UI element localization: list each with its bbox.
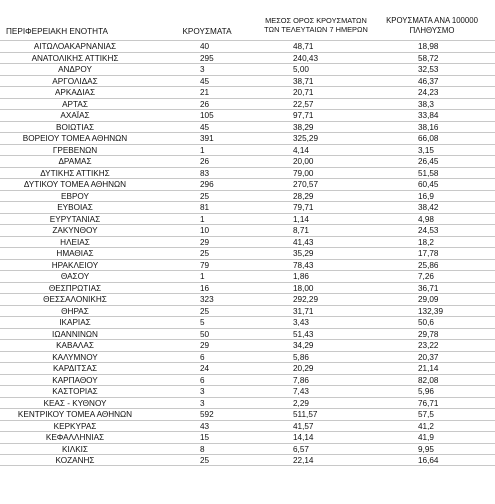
cases-value: 79 <box>200 260 210 270</box>
cases-value: 1 <box>200 214 205 224</box>
region-name: ΚΑΣΤΟΡΙΑΣ <box>52 387 98 396</box>
seven-day-average-value: 4,14 <box>293 145 309 155</box>
cases-value: 45 <box>200 122 210 132</box>
region-name: ΕΒΡΟΥ <box>61 191 89 201</box>
cases-value: 1 <box>200 272 205 281</box>
seven-day-average-value: 5,86 <box>293 352 309 362</box>
region-name: ΖΑΚΥΝΘΟΥ <box>52 226 98 235</box>
table-row <box>0 282 495 294</box>
table-row <box>0 155 495 167</box>
cases-value: 6 <box>200 352 205 362</box>
cases-per-100000-value: 36,71 <box>418 283 439 293</box>
table-row <box>0 351 495 363</box>
cases-per-100000-value: 76,71 <box>418 398 439 408</box>
region-name: ΚΕΦΑΛΛΗΝΙΑΣ <box>45 433 105 442</box>
seven-day-average-value: 28,29 <box>293 191 314 201</box>
seven-day-average-value: 270,57 <box>293 180 319 189</box>
region-name: ΙΚΑΡΙΑΣ <box>59 318 91 327</box>
cases-per-100000-value: 60,45 <box>418 180 439 189</box>
region-name: ΗΡΑΚΛΕΙΟΥ <box>51 260 99 270</box>
seven-day-average-value: 31,71 <box>293 306 314 316</box>
cases-per-100000-value: 16,9 <box>418 191 434 201</box>
cases-per-100000-value: 38,42 <box>418 203 439 212</box>
table-row <box>0 98 495 110</box>
table-row <box>0 213 495 225</box>
cases-per-100000-value: 57,5 <box>418 410 434 419</box>
seven-day-average-value: 79,00 <box>293 168 314 178</box>
seven-day-average-value: 5,00 <box>293 65 309 74</box>
region-name: ΗΛΕΙΑΣ <box>60 237 90 247</box>
cases-value: 5 <box>200 318 205 327</box>
seven-day-average-value: 78,43 <box>293 260 314 270</box>
cases-value: 25 <box>200 191 210 201</box>
cases-per-100000-value: 38,3 <box>418 99 434 109</box>
cases-value: 81 <box>200 203 210 212</box>
cases-per-100000-value: 38,16 <box>418 122 439 132</box>
region-name: ΚΑΡΠΑΘΟΥ <box>52 375 98 385</box>
region-name: ΗΜΑΘΙΑΣ <box>56 249 94 258</box>
cases-per-100000-value: 33,84 <box>418 111 439 120</box>
table-row <box>0 443 495 455</box>
seven-day-average-value: 51,43 <box>293 329 314 339</box>
cases-value: 391 <box>200 134 214 143</box>
cases-value: 296 <box>200 180 214 189</box>
seven-day-average-value: 20,71 <box>293 88 314 97</box>
region-name: ΑΧΑΪΑΣ <box>60 111 90 120</box>
cases-value: 105 <box>200 111 214 120</box>
seven-day-average-value: 7,43 <box>293 387 309 396</box>
cases-per-100000-value: 18,98 <box>418 42 439 51</box>
cases-value: 323 <box>200 295 214 304</box>
region-name: ΘΗΡΑΣ <box>61 306 89 316</box>
cases-value: 29 <box>200 237 210 247</box>
region-name: ΚΑΡΔΙΤΣΑΣ <box>52 364 98 373</box>
seven-day-average-value: 240,43 <box>293 53 319 63</box>
region-name: ΚΙΛΚΙΣ <box>61 444 88 454</box>
table-row <box>0 109 495 121</box>
seven-day-average-value: 38,71 <box>293 76 314 86</box>
seven-day-average-value: 14,14 <box>293 433 314 442</box>
cases-per-100000-value: 24,53 <box>418 226 439 235</box>
table-row <box>0 63 495 75</box>
seven-day-average-value: 325,29 <box>293 134 319 143</box>
region-name: ΑΙΤΩΛΟΑΚΑΡΝΑΝΙΑΣ <box>33 42 117 51</box>
seven-day-average-value: 34,29 <box>293 341 314 350</box>
table-body <box>0 40 495 466</box>
header-seven-day-average: ΜΕΣΟΣ ΟΡΟΣ ΚΡΟΥΣΜΑΤΩΝ ΤΩΝ ΤΕΛΕΥΤΑΙΩΝ 7 ΗΜΕΡΩΝ <box>264 16 368 34</box>
table-row <box>0 75 495 87</box>
seven-day-average-value: 6,57 <box>293 444 309 454</box>
cases-per-100000-value: 23,22 <box>418 341 439 350</box>
seven-day-average-value: 2,29 <box>293 398 309 408</box>
table-row <box>0 52 495 64</box>
cases-per-100000-value: 21,14 <box>418 364 439 373</box>
cases-value: 8 <box>200 444 205 454</box>
cases-per-100000-value: 3,15 <box>418 145 434 155</box>
cases-value: 16 <box>200 283 210 293</box>
seven-day-average-value: 35,29 <box>293 249 314 258</box>
table-row <box>0 397 495 409</box>
seven-day-average-value: 20,29 <box>293 364 314 373</box>
seven-day-average-value: 292,29 <box>293 295 319 304</box>
cases-per-100000-value: 132,39 <box>418 306 444 316</box>
cases-per-100000-value: 18,2 <box>418 237 434 247</box>
seven-day-average-value: 38,29 <box>293 122 314 132</box>
table-row <box>0 167 495 179</box>
seven-day-average-value: 41,57 <box>293 421 314 431</box>
cases-per-100000-value: 17,78 <box>418 249 439 258</box>
cases-value: 83 <box>200 168 210 178</box>
cases-per-100000-value: 5,96 <box>418 387 434 396</box>
cases-per-100000-value: 32,53 <box>418 65 439 74</box>
region-name: ΙΩΑΝΝΙΝΩΝ <box>52 329 98 339</box>
region-name: ΒΟΡΕΙΟΥ ΤΟΜΕΑ ΑΘΗΝΩΝ <box>22 134 128 143</box>
region-name: ΔΥΤΙΚΗΣ ΑΤΤΙΚΗΣ <box>40 168 110 178</box>
table-row <box>0 328 495 340</box>
cases-value: 25 <box>200 249 210 258</box>
cases-per-100000-value: 58,72 <box>418 53 439 63</box>
cases-per-100000-value: 66,08 <box>418 134 439 143</box>
table-row <box>0 132 495 144</box>
table-row <box>0 86 495 98</box>
seven-day-average-value: 7,86 <box>293 375 309 385</box>
table-row <box>0 259 495 271</box>
cases-value: 295 <box>200 53 214 63</box>
table-row <box>0 247 495 259</box>
region-name: ΘΕΣΣΑΛΟΝΙΚΗΣ <box>43 295 107 304</box>
cases-per-100000-value: 26,45 <box>418 157 439 166</box>
table-row <box>0 385 495 397</box>
region-name: ΔΡΑΜΑΣ <box>58 157 92 166</box>
header-region: ΠΕΡΙΦΕΡΕΙΑΚΗ ΕΝΟΤΗΤΑ <box>6 27 108 36</box>
table-row <box>0 293 495 305</box>
table-row <box>0 420 495 432</box>
region-name: ΒΟΙΩΤΙΑΣ <box>55 122 95 132</box>
table-row <box>0 144 495 156</box>
cases-value: 25 <box>200 456 210 465</box>
cases-per-100000-value: 51,58 <box>418 168 439 178</box>
region-name: ΚΕΝΤΡΙΚΟΥ ΤΟΜΕΑ ΑΘΗΝΩΝ <box>17 410 133 419</box>
cases-value: 50 <box>200 329 210 339</box>
region-name: ΚΑΒΑΛΑΣ <box>56 341 94 350</box>
seven-day-average-value: 79,71 <box>293 203 314 212</box>
region-name: ΚΟΖΑΝΗΣ <box>55 456 95 465</box>
cases-per-100000-value: 25,86 <box>418 260 439 270</box>
region-name: ΔΥΤΙΚΟΥ ΤΟΜΕΑ ΑΘΗΝΩΝ <box>23 180 127 189</box>
cases-value: 3 <box>200 398 205 408</box>
cases-per-100000-value: 29,09 <box>418 295 439 304</box>
table-row <box>0 362 495 374</box>
cases-value: 10 <box>200 226 210 235</box>
seven-day-average-value: 1,14 <box>293 214 309 224</box>
table-row <box>0 374 495 386</box>
region-name: ΑΡΚΑΔΙΑΣ <box>54 88 96 97</box>
cases-value: 26 <box>200 157 210 166</box>
table-row <box>0 40 495 52</box>
cases-per-100000-value: 50,6 <box>418 318 434 327</box>
table-row <box>0 178 495 190</box>
region-name: ΚΕΑΣ - ΚΥΘΝΟΥ <box>43 398 107 408</box>
table-row <box>0 339 495 351</box>
region-name: ΚΕΡΚΥΡΑΣ <box>53 421 97 431</box>
cases-per-100000-value: 41,9 <box>418 433 434 442</box>
cases-value: 592 <box>200 410 214 419</box>
cases-per-100000-value: 82,08 <box>418 375 439 385</box>
cases-per-100000-value: 7,26 <box>418 272 434 281</box>
seven-day-average-value: 1,86 <box>293 272 309 281</box>
header-cases: ΚΡΟΥΣΜΑΤΑ <box>182 27 232 36</box>
region-name: ΕΥΒΟΙΑΣ <box>57 203 93 212</box>
cases-value: 6 <box>200 375 205 385</box>
region-name: ΑΡΓΟΛΙΔΑΣ <box>52 76 98 86</box>
seven-day-average-value: 97,71 <box>293 111 314 120</box>
region-name: ΑΝΑΤΟΛΙΚΗΣ ΑΤΤΙΚΗΣ <box>31 53 119 63</box>
table-row <box>0 201 495 213</box>
cases-per-100000-value: 16,64 <box>418 456 439 465</box>
table-row <box>0 190 495 202</box>
table-row <box>0 305 495 317</box>
seven-day-average-value: 22,14 <box>293 456 314 465</box>
cases-per-100000-value: 29,78 <box>418 329 439 339</box>
header-cases-per-100000: ΚΡΟΥΣΜΑΤΑ ΑΝΑ 100000 ΠΛΗΘΥΣΜΟ <box>386 16 478 35</box>
cases-value: 21 <box>200 88 210 97</box>
cases-value: 3 <box>200 387 205 396</box>
table-row <box>0 224 495 236</box>
cases-per-100000-value: 24,23 <box>418 88 439 97</box>
region-name: ΚΑΛΥΜΝΟΥ <box>52 352 98 362</box>
table-row <box>0 270 495 282</box>
cases-per-100000-value: 4,98 <box>418 214 434 224</box>
cases-value: 40 <box>200 42 210 51</box>
cases-per-100000-value: 9,95 <box>418 444 434 454</box>
cases-value: 26 <box>200 99 210 109</box>
cases-value: 25 <box>200 306 210 316</box>
region-name: ΘΕΣΠΡΩΤΙΑΣ <box>48 283 102 293</box>
region-name: ΘΑΣΟΥ <box>60 272 90 281</box>
table-row <box>0 431 495 443</box>
seven-day-average-value: 20,00 <box>293 157 314 166</box>
table-row <box>0 408 495 420</box>
cases-value: 24 <box>200 364 210 373</box>
cases-per-100000-value: 20,37 <box>418 352 439 362</box>
table-row <box>0 316 495 328</box>
seven-day-average-value: 18,00 <box>293 283 314 293</box>
cases-value: 43 <box>200 421 210 431</box>
cases-per-100000-value: 41,2 <box>418 421 434 431</box>
seven-day-average-value: 22,57 <box>293 99 314 109</box>
cases-value: 3 <box>200 65 205 74</box>
table-row <box>0 454 495 466</box>
table-row <box>0 236 495 248</box>
table-row <box>0 121 495 133</box>
seven-day-average-value: 41,43 <box>293 237 314 247</box>
seven-day-average-value: 48,71 <box>293 42 314 51</box>
seven-day-average-value: 511,57 <box>293 410 318 419</box>
seven-day-average-value: 8,71 <box>293 226 309 235</box>
region-name: ΓΡΕΒΕΝΩΝ <box>52 145 98 155</box>
cases-value: 1 <box>200 145 205 155</box>
cases-value: 15 <box>200 433 210 442</box>
seven-day-average-value: 3,43 <box>293 318 309 327</box>
cases-value: 29 <box>200 341 210 350</box>
cases-value: 45 <box>200 76 210 86</box>
region-name: ΑΝΔΡΟΥ <box>58 65 92 74</box>
cases-per-100000-value: 46,37 <box>418 76 439 86</box>
region-name: ΑΡΤΑΣ <box>62 99 88 109</box>
region-name: ΕΥΡΥΤΑΝΙΑΣ <box>49 214 101 224</box>
